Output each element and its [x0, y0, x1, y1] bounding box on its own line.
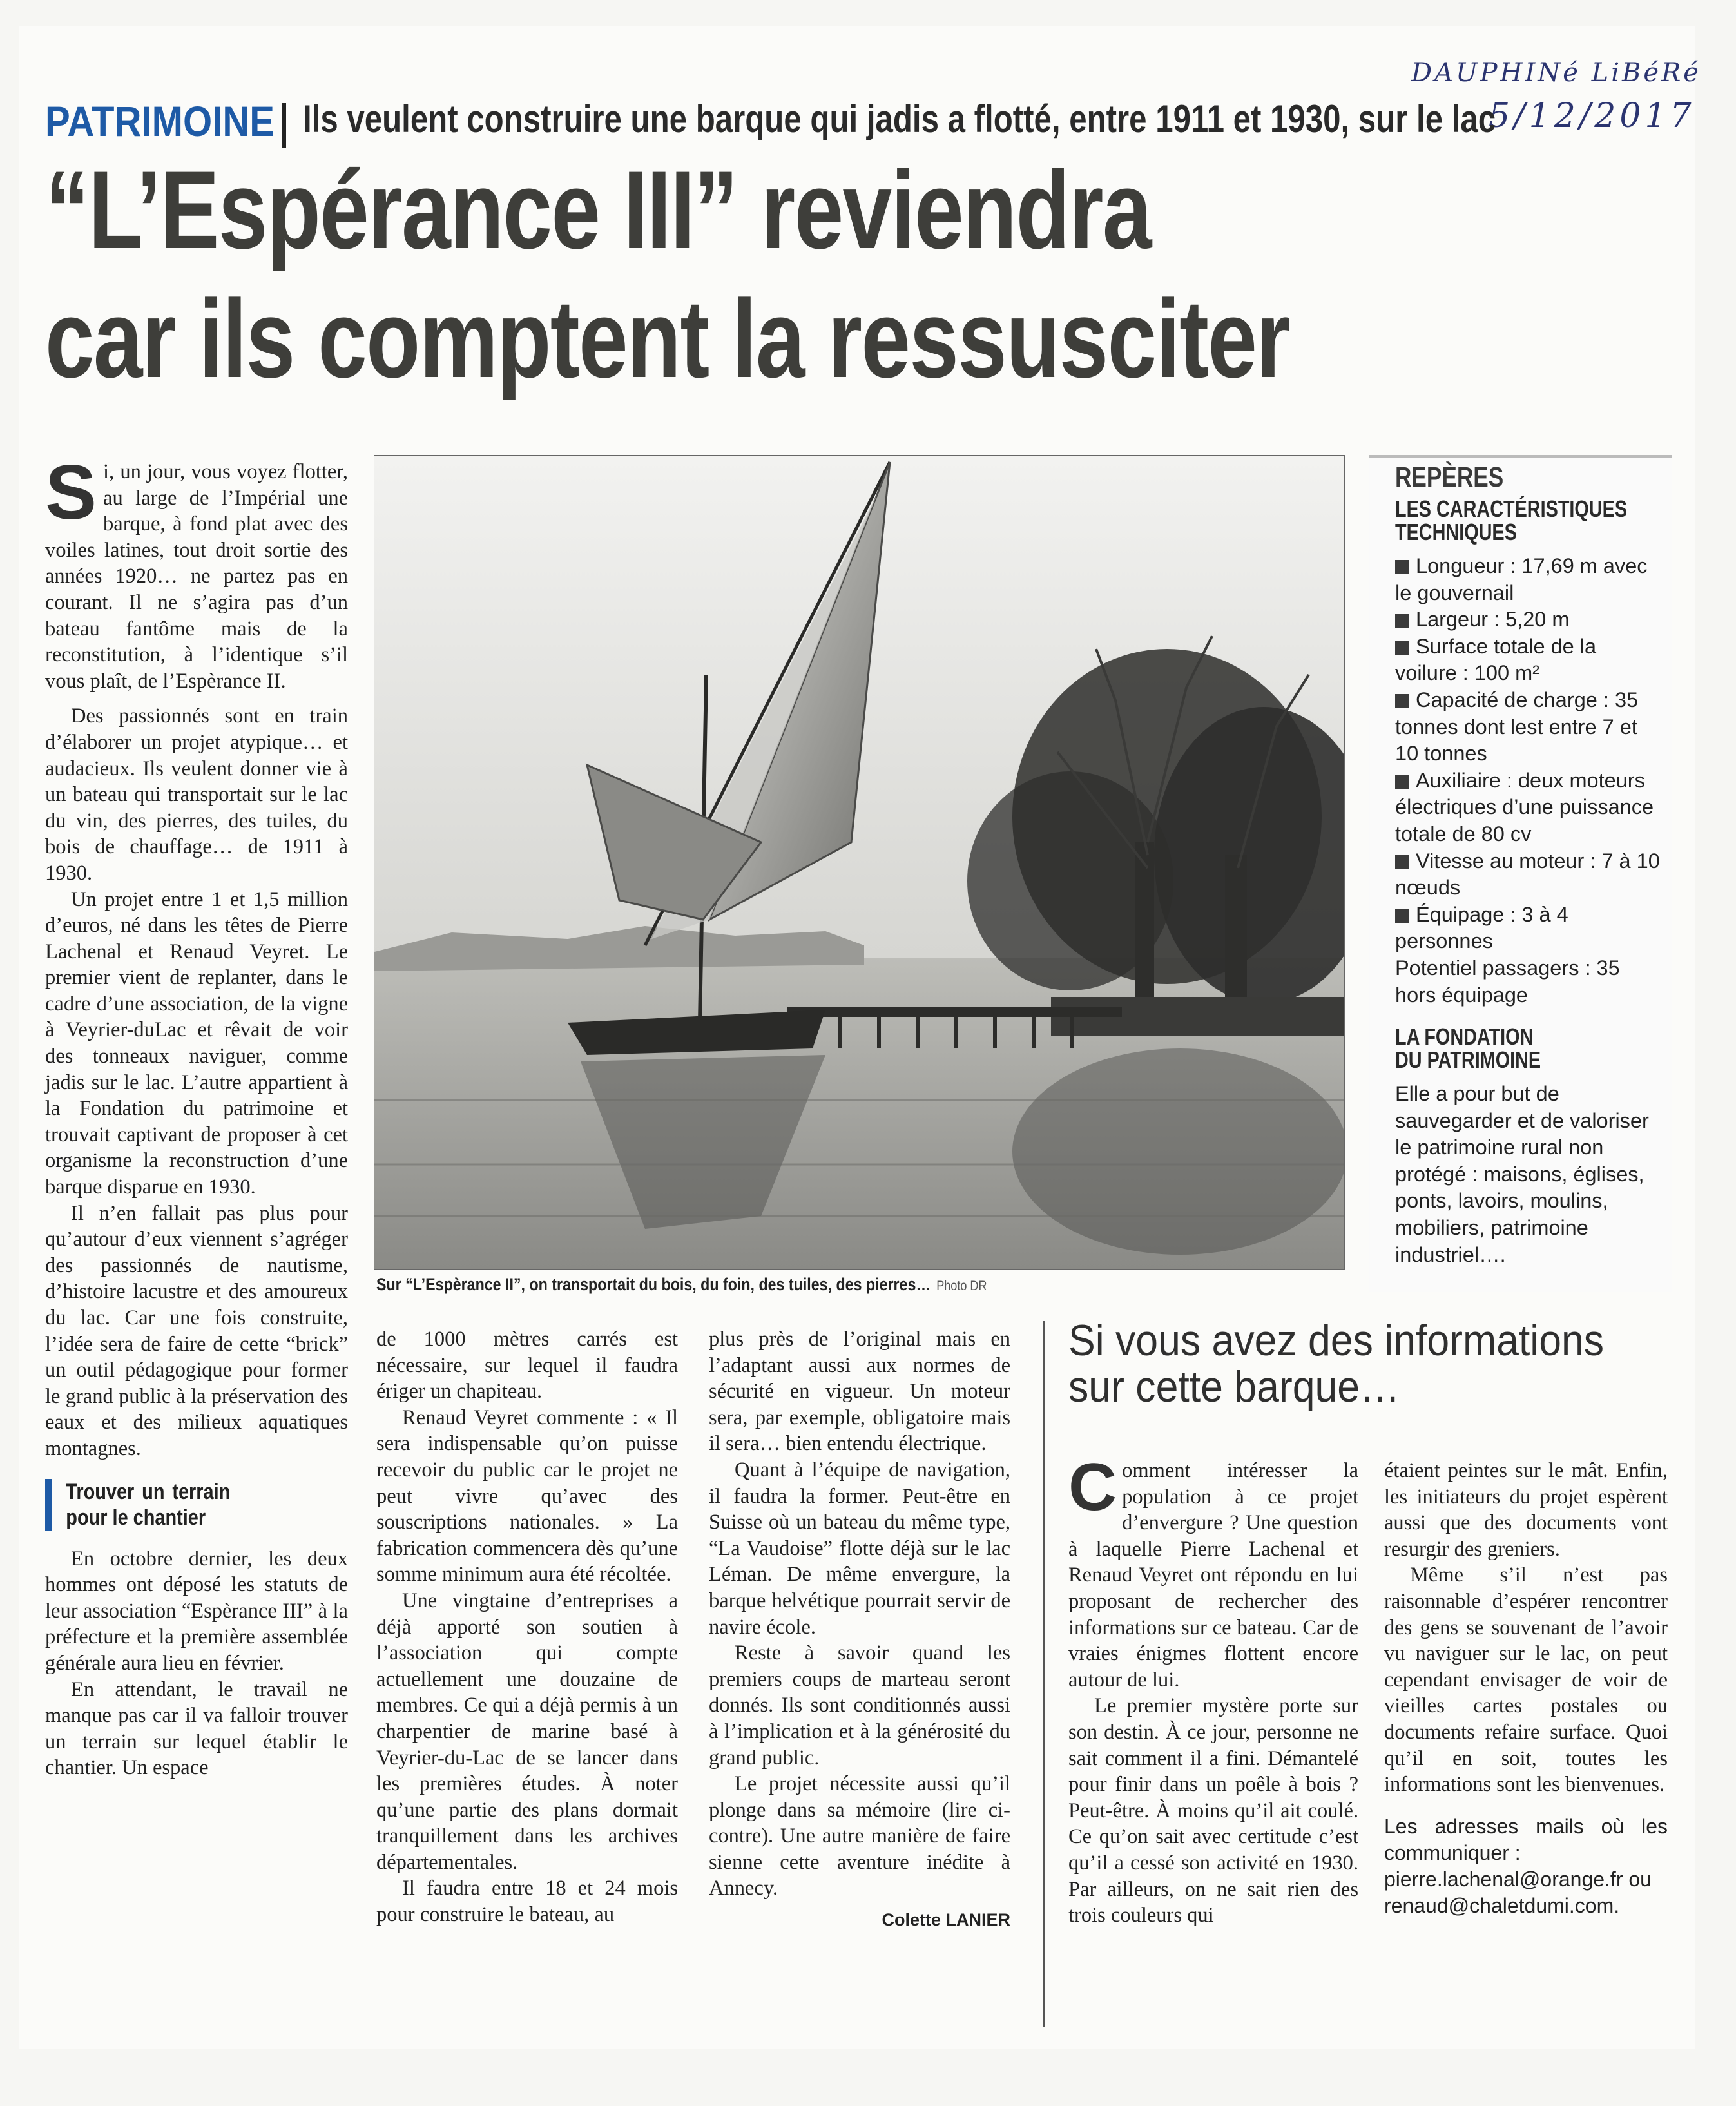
author-signature: Colette LANIER	[882, 1910, 1010, 1930]
column-divider	[1043, 1321, 1045, 2027]
fondation-text: Elle a pour but de sauvegarder et de valoriser le patrimoine rural non protégé : maisons, églises, ponts, lavoirs, moulins, mobiliers, patrimoine industriel….	[1395, 1082, 1649, 1266]
spec-item	[1395, 553, 1662, 606]
paragraph: Le projet nécessite aussi qu’il plonge dans sa mémoire (lire ci-contre). Une autre manière de faire sienne cette aventure inédite à Annecy.	[709, 1772, 1010, 1900]
paragraph-text: i, un jour, vous voyez flotter, au large de l’Impérial une barque, à fond plat avec des voiles latines, tout droit sortie des années 1920… ne partez pas en courant. Il ne s’agira pas d’un bateau fantôme mais de la reconstitution, à l’identique s’il vous plaît, de l’Espèrance II.	[45, 460, 348, 693]
spec-text: Capacité de charge : 35 tonnes dont lest entre 7 et 10 tonnes	[1395, 688, 1639, 766]
paragraph: Quant à l’équipe de navigation, il faudra la former. Peut-être en Suisse où un bateau du même type, “La Vaudoise” flotte déjà sur le lac Léman. De même envergure, la barque helvétique pourrait servir de navire école.	[709, 1458, 1010, 1639]
subheading: Trouver un terrain pour le chantier	[45, 1479, 230, 1531]
headline-line-1: “L’Espérance III” reviendra	[45, 148, 1151, 272]
article-column-1	[45, 449, 348, 1781]
spec-text: Surface totale de la voilure : 100 m²	[1395, 634, 1597, 685]
spec-item	[1395, 902, 1662, 955]
spec-item-passengers: Potentiel passagers : 35 hors équipage	[1395, 956, 1620, 1007]
bullet-square-icon	[1395, 560, 1409, 574]
paragraph: Il faudra entre 18 et 24 mois pour construire le bateau, au	[376, 1877, 678, 1927]
paragraph-text: omment intéresser la population à ce projet d’envergure ? Une question à laquelle Pierre Lachenal et Renaud Veyret ont répondu en lui proposant de rechercher des informations sur ce bateau. Car de vraies énigmes flottent encore autour de lui.	[1068, 1459, 1358, 1692]
bullet-square-icon	[1395, 775, 1409, 789]
spec-item	[1395, 768, 1662, 848]
photo-caption	[376, 1275, 987, 1295]
kicker: Ils veulent construire une barque qui jadis a flotté, entre 1911 et 1930, sur le lac	[303, 97, 1496, 140]
paragraph: Le premier mystère porte sur son destin. À ce jour, personne ne sait comment il a fini. Démantelé pour finir dans un poêle à bois ? Peut-être. À moins qu’il ait coulé. Ce qu’on sait avec certitude c’est qu’il a cessé son activité en 1930. Par ailleurs, on ne sait rien des trois couleurs qui	[1068, 1694, 1358, 1927]
bullet-square-icon	[1395, 855, 1409, 869]
bullet-square-icon	[1395, 614, 1409, 628]
fondation-title: LA FONDATION DU PATRIMOINE	[1395, 1023, 1541, 1074]
article-column-3	[709, 1326, 1010, 1933]
spec-text: Vitesse au moteur : 7 à 10 nœuds	[1395, 849, 1660, 900]
caption-text: Sur “L’Espèrance II”, on transportait du bois, du foin, des tuiles, des pierres…	[376, 1275, 931, 1294]
paragraph: Même s’il n’est pas raisonnable d’espérer rencontrer des gens se souvenant de l’avoir vu naviguer sur le lac, on peut cependant envisager de voir de vieilles cartes postales ou documents refaire surface. Quoi qu’il en soit, toutes les informations sont les bienvenues.	[1384, 1563, 1668, 1797]
box-column-1	[1068, 1450, 1358, 1929]
email-link-2[interactable]: renaud@chaletdumi.com.	[1384, 1893, 1620, 1917]
paragraph: En attendant, le travail ne manque pas car il va falloir trouver un terrain sur lequel établir le chantier. Un espace	[45, 1677, 348, 1780]
spec-item	[1395, 687, 1662, 768]
bullet-square-icon	[1395, 909, 1409, 923]
paragraph: Une vingtaine d’entreprises a déjà apporté son soutien à l’association qui compte actuellement une douzaine de membres. Ce qui a déjà permis à un charpentier de marine basé à Veyrier-du-Lac de se lancer dans les premières études. À noter qu’une partie des plans dormait tranquillement dans les archives départementales.	[376, 1589, 678, 1874]
drop-cap: S	[45, 449, 97, 536]
box-column-2	[1384, 1458, 1668, 1919]
drop-cap: C	[1068, 1450, 1117, 1525]
spec-item	[1395, 633, 1662, 687]
paragraph	[45, 449, 348, 694]
spec-item	[1395, 606, 1662, 633]
spec-text: Auxiliaire : deux moteurs électriques d’une puissance totale de 80 cv	[1395, 768, 1654, 845]
photo-illustration	[374, 456, 1344, 1269]
sidebar-title: REPÈRES	[1395, 461, 1504, 493]
paragraph: Un projet entre 1 et 1,5 million d’euros, né dans les têtes de Pierre Lachenal et Renaud Veyret. Le premier vient de replanter, dans le cadre d’une association, de la vigne à Veyrier-duLac et rêvait de voir des tonneaux naviguer, comme jadis sur le lac. L’autre appartient à la Fondation du patrimoine et trouvait captivant de proposer à cet organisme la reconstruction d’une barque disparue en 1930.	[45, 887, 348, 1199]
paragraph: Il n’en fallait pas plus pour qu’autour d’eux viennent s’agréger des passionnés de nautisme, d’histoire lacustre et des amoureux du lac. Car une fois construite, l’idée sera de faire de cette “brick” un outil pédagogique pour former le grand public à la préservation des eaux et des milieux aquatiques montagnes.	[45, 1201, 348, 1460]
spec-item	[1395, 848, 1662, 902]
handwritten-source: DAUPHINé LiBéRé	[1411, 58, 1701, 88]
bullet-square-icon	[1395, 641, 1409, 655]
email-link-1[interactable]: pierre.lachenal@orange.fr ou	[1384, 1867, 1652, 1891]
rubric-divider	[282, 103, 286, 148]
paragraph: plus près de l’original mais en l’adaptant aussi aux normes de sécurité en vigueur. Un moteur sera, par exemple, obligatoire mais il sera… bien entendu électrique.	[709, 1328, 1010, 1456]
paragraph: étaient peintes sur le mât. Enfin, les initiateurs du projet espèrent aussi que des documents vont resurgir des greniers.	[1384, 1459, 1668, 1561]
headline-line-2: car ils comptent la ressusciter	[45, 277, 1290, 401]
sailboat-photo	[374, 455, 1345, 1270]
spec-text: Longueur : 17,69 m avec le gouvernail	[1395, 554, 1648, 604]
reperes-sidebar	[1369, 455, 1672, 1292]
spec-text: Équipage : 3 à 4 personnes	[1395, 902, 1568, 953]
sidebar-subtitle: LES CARACTÉRISTIQUES TECHNIQUES	[1395, 496, 1628, 545]
paragraph: Renaud Veyret commente : « Il sera indispensable qu’on puisse recevoir du public car le projet ne peut vivre qu’avec des souscriptions nationales. » La fabrication commencera dès qu’une somme minimum aura été récoltée.	[376, 1406, 678, 1587]
paragraph: Des passionnés sont en train d’élaborer un projet atypique… et audacieux. Ils veulent donner vie à un bateau qui transportait sur le lac du vin, des pierres, des tuiles, du bois de chauffage… de 1911 à 1930.	[45, 704, 348, 885]
paragraph: Reste à savoir quand les premiers coups de marteau seront donnés. Ils sont conditionnés aussi à l’implication et à la générosité du grand public.	[709, 1641, 1010, 1770]
contact-block	[1384, 1813, 1668, 1919]
section-rubric: PATRIMOINE	[45, 97, 275, 145]
photo-credit: Photo DR	[936, 1279, 987, 1293]
paragraph: En octobre dernier, les deux hommes ont déposé les statuts de leur association “Espèrance III” à la préfecture et la première assemblée générale aura lieu en février.	[45, 1547, 348, 1675]
spec-text: Largeur : 5,20 m	[1416, 608, 1570, 632]
paragraph	[1068, 1450, 1358, 1693]
article-column-2	[376, 1326, 678, 1928]
bullet-square-icon	[1395, 694, 1409, 708]
handwritten-date: 5/12/2017	[1489, 97, 1695, 135]
paragraph: de 1000 mètres carrés est nécessaire, sur lequel il faudra ériger un chapiteau.	[376, 1328, 678, 1404]
box-title: Si vous avez des informations sur cette barque…	[1068, 1316, 1605, 1411]
contact-intro: Les adresses mails où les communiquer :	[1384, 1814, 1668, 1864]
